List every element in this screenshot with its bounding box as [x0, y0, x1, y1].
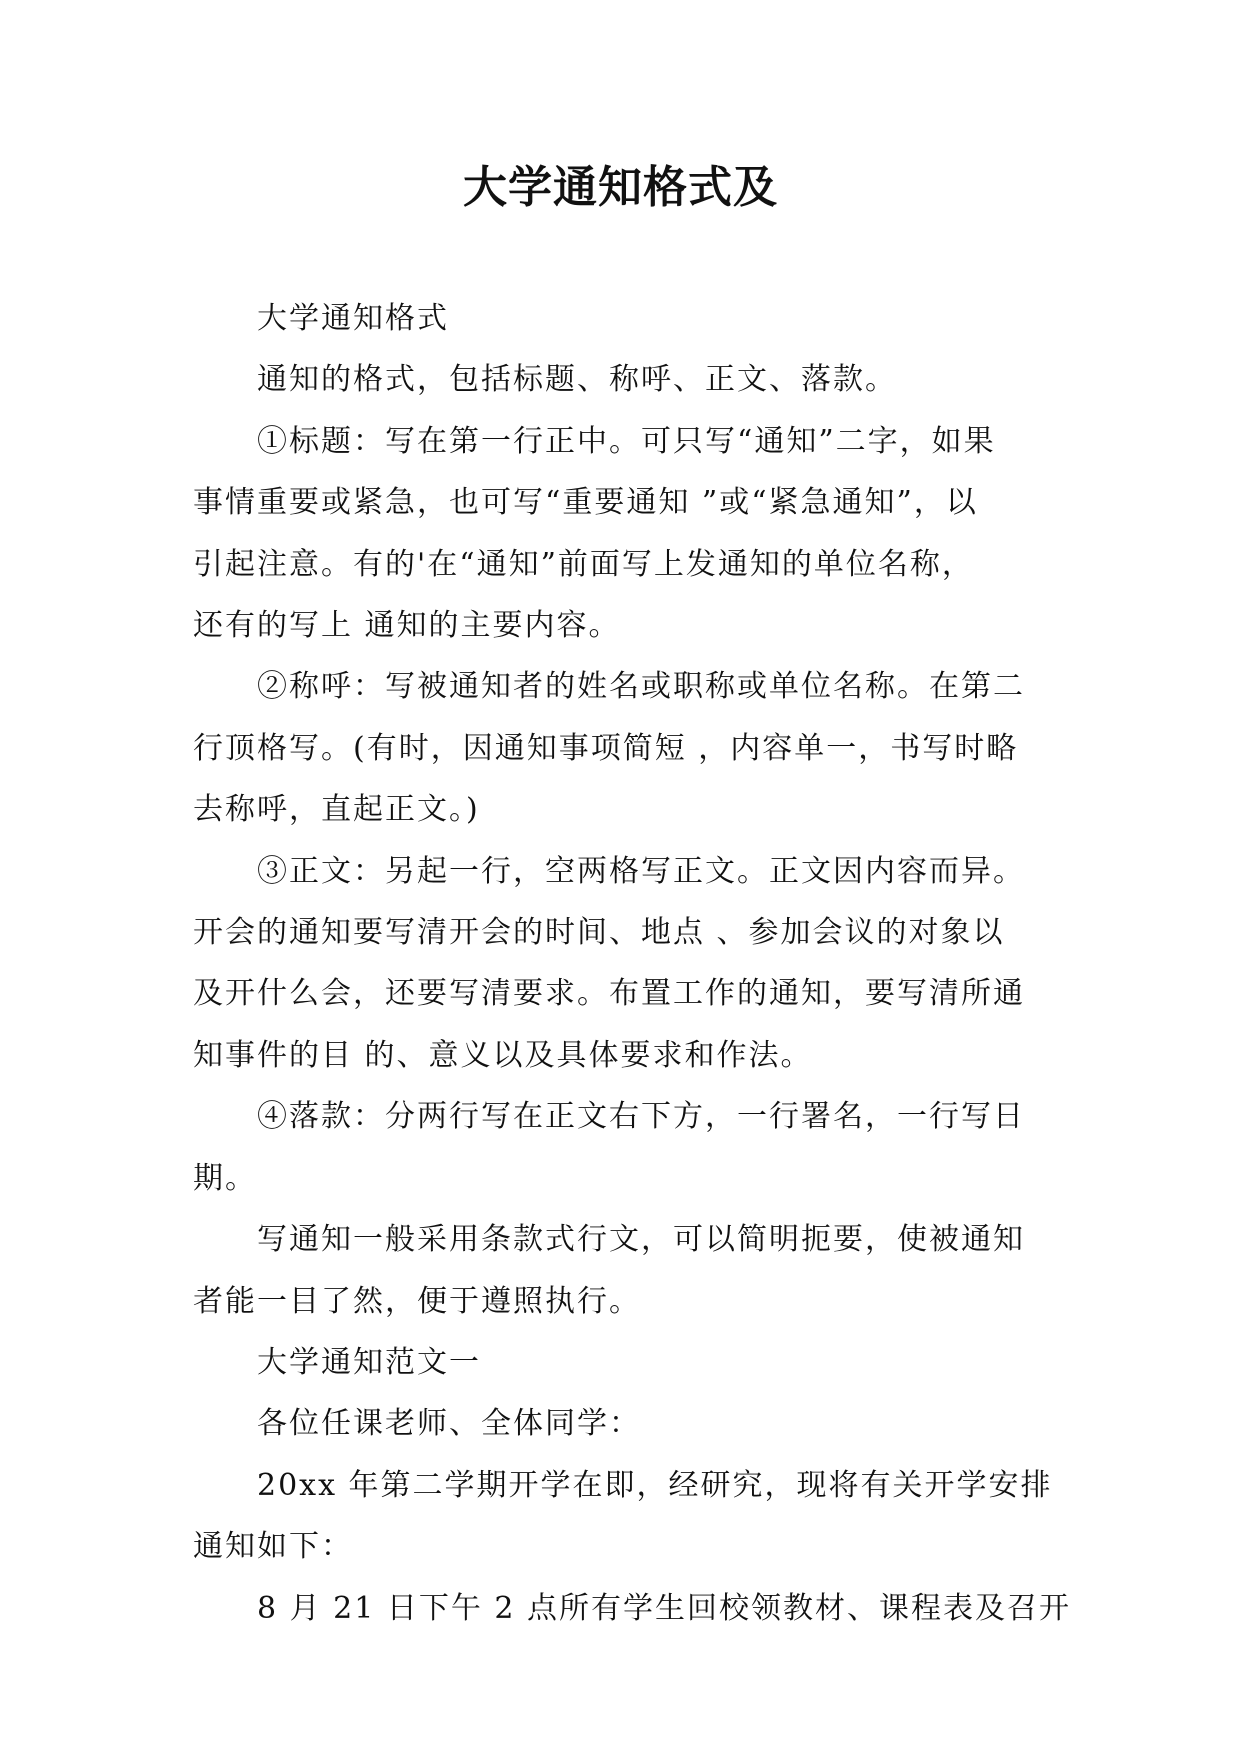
document-title: 大学通知格式及	[463, 162, 778, 213]
text-line: 开会的通知要写清开会的时间、地点 、参加会议的对象以	[193, 915, 1005, 951]
paragraph-5	[193, 841, 1053, 1087]
paragraph-4	[193, 656, 1053, 840]
text-line: ④落款：分两行写在正文右下方，一行署名，一行写日	[257, 1099, 1025, 1135]
text-line: 行顶格写。(有时，因通知事项简短 ，内容单一，书写时略	[193, 730, 1019, 766]
text-line: ③正文：另起一行，空两格写正文。正文因内容而异。	[257, 853, 1025, 889]
paragraph-1	[193, 288, 1053, 349]
text-line: 写通知一般采用条款式行文，可以简明扼要，使被通知	[257, 1222, 1025, 1258]
paragraph-11	[193, 1578, 1072, 1639]
paragraph-2	[193, 349, 1053, 410]
text-line: 去称呼，直起正文。)	[193, 792, 480, 828]
text-line: 20xx 年第二学期开学在即，经研究，现将有关开学安排	[257, 1467, 1053, 1503]
text-line: 事情重要或紧急，也可写“重要通知 ”或“紧急通知”，以	[193, 485, 978, 521]
text-line: 及开什么会，还要写清要求。布置工作的通知，要写清所通	[193, 976, 1025, 1012]
paragraph-6	[193, 1086, 1053, 1209]
text-line: 各位任课老师、全体同学：	[257, 1406, 641, 1442]
text-line: 知事件的目 的、意义以及具体要求和作法。	[193, 1037, 813, 1073]
paragraph-10	[193, 1455, 1053, 1578]
text-line: ②称呼：写被通知者的姓名或职称或单位名称。在第二	[257, 669, 1025, 705]
paragraph-9	[193, 1393, 1053, 1454]
text-line: 期。	[193, 1160, 257, 1196]
text-line: 通知如下：	[193, 1529, 353, 1565]
text-line: 大学通知格式	[257, 301, 449, 336]
text-line: 引起注意。有的'在“通知”前面写上发通知的单位名称，	[193, 546, 974, 582]
text-line: 者能一目了然，便于遵照执行。	[193, 1283, 641, 1319]
text-line: 还有的写上 通知的主要内容。	[193, 608, 621, 644]
paragraph-8	[193, 1332, 1053, 1393]
text-line: 8 月 21 日下午 2 点所有学生回校领教材、课程表及召开	[257, 1590, 1072, 1626]
document-body	[193, 288, 1072, 1639]
text-line: ①标题：写在第一行正中。可只写“通知”二字，如果	[257, 423, 996, 459]
text-line: 大学通知范文一	[257, 1344, 481, 1380]
text-line: 通知的格式，包括标题、称呼、正文、落款。	[257, 362, 897, 398]
paragraph-7	[193, 1209, 1053, 1332]
paragraph-3	[193, 411, 1053, 657]
